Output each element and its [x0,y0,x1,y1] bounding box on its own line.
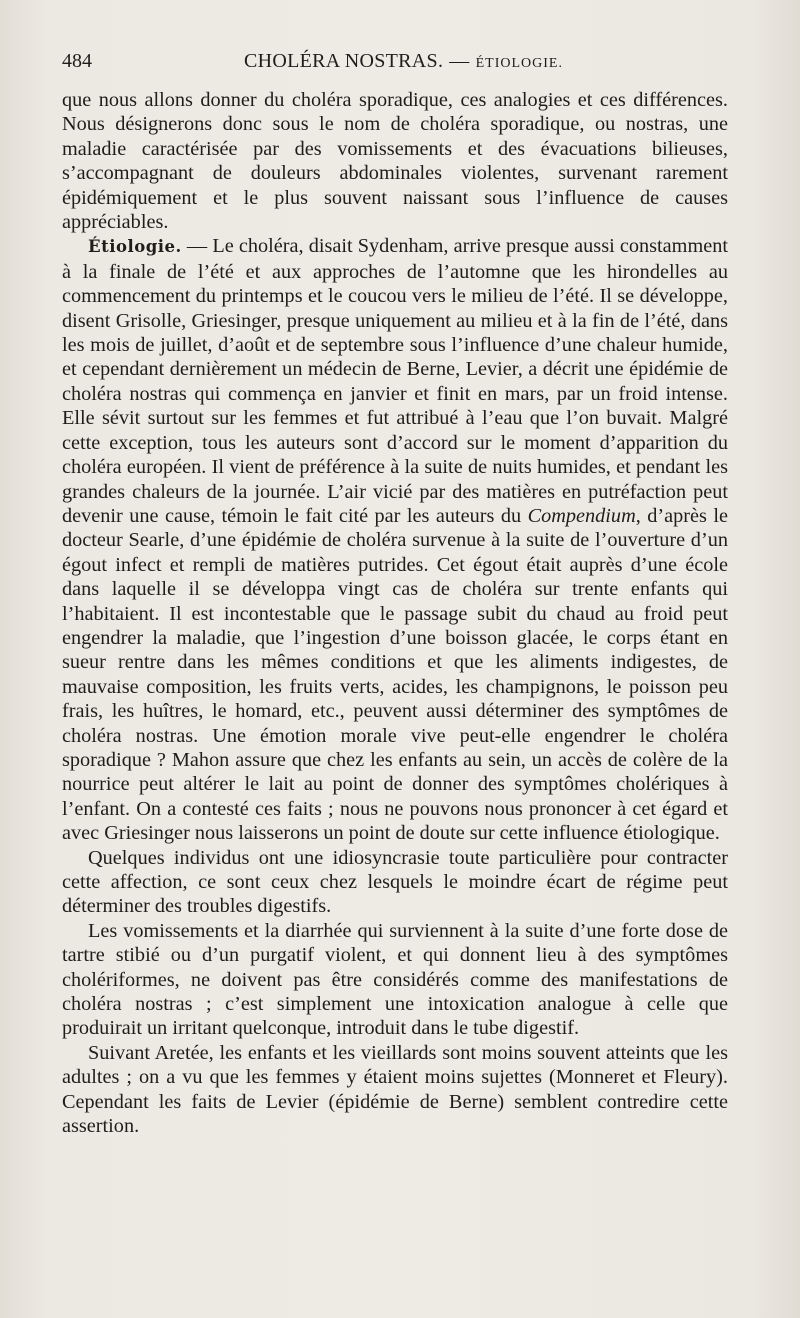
paragraph-continuation: que nous allons donner du choléra sporadique, ces analogies et ces différences. Nous désignerons donc sous le nom de choléra sporadique, ou nostras, une maladie caractérisée par des vomissements et des évacuations bilieuses, s’accompagnant de douleurs abdominales violentes, survenant rarement épidémiquement et le plus souvent naissant sous l’influence de causes appréciables. [62,89,728,234]
page-number: 484 [62,50,92,72]
chapter-title: CHOLÉRA NOSTRAS. [244,50,444,72]
running-title [244,50,563,73]
paragraph-etiologie-text: — Le choléra, disait Sydenham, arrive presque aussi constamment à la finale de l’été et aux approches de l’automne que les hirondelles au commencement du printemps et le coucou vers le milieu de l’été. Il se développe, disent Grisolle, Griesinger, presque uniquement au milieu et à la fin de l’été, dans les mois de juillet, d’août et de septembre sous l’influence d’une chaleur humide, et cependant dernièrement un médecin de Berne, Levier, a décrit une épidémie de choléra nostras qui commença en janvier et finit en mars, par un froid intense. Elle sévit surtout sur les femmes et fut attribué à l’eau que l’on buvait. Malgré cette exception, tous les auteurs sont d’accord sur le moment d’apparition du choléra européen. Il vient de préférence à la suite de nuits humides, et pendant les grandes chaleurs de la journée. L’air vicié par des matières en putréfaction peut devenir une cause, témoin le fait cité par les auteurs du [62,235,728,527]
rubric-etiologie: Étiologie. [88,237,182,257]
compendium-title: Compendium [527,504,636,527]
page-body [62,88,728,1138]
paragraph-idiosyncrasie: Quelques individus ont une idiosyncrasie toute particulière pour contracter cette affection, ce sont ceux chez lesquels le moindre écart de régime peut déterminer des troubles digestifs. [62,846,728,918]
paragraph-aretee: Suivant Aretée, les enfants et les vieillards sont moins souvent atteints que les adultes ; on a vu que les femmes y étaient moins sujettes (Monneret et Fleury). Cependant les faits de Levier (épidémie de Berne) semblent contredire cette assertion. [62,1041,728,1138]
section-title: ÉTIOLOGIE. [475,56,563,71]
paragraph-vomissements: Les vomissements et la diarrhée qui surviennent à la suite d’une forte dose de tartre stibié ou d’un purgatif violent, et qui donnent lieu à des symptômes cholériformes, ne doivent pas être considérés comme des manifestations de choléra nostras ; c’est simplement une intoxication analogue à celle que produirait un irritant quelconque, introduit dans le tube digestif. [62,919,728,1040]
paragraph-etiologie [62,234,728,845]
running-header [62,50,728,80]
paragraph-etiologie-text-after: , d’après le docteur Searle, d’une épidémie de choléra survenue à la suite de l’ouverture d’un égout infect et rempli de matières putrides. Cet égout était auprès d’une école dans laquelle il se développa vingt cas de choléra sur trente enfants qui l’habitaient. Il est incontestable que le passage subit du chaud au froid peut engendrer la maladie, que l’ingestion d’une boisson glacée, le corps étant en sueur rentre dans les mêmes conditions et que les aliments indigestes, de mauvaise composition, les fruits verts, acides, les champignons, le poisson peu frais, les huîtres, le homard, etc., peuvent aussi déterminer des symptômes de choléra nostras. Une émotion morale vive peut-elle engendrer le choléra sporadique ? Mahon assure que chez les enfants au sein, un accès de colère de la nourrice peut altérer le lait au point de donner des symptômes cholériques à l’enfant. On a contesté ces faits ; nous ne pouvons nous prononcer à cet égard et avec Griesinger nous laisserons un point de doute sur cette influence étiologique. [62,504,729,845]
title-separator: — [449,50,470,72]
